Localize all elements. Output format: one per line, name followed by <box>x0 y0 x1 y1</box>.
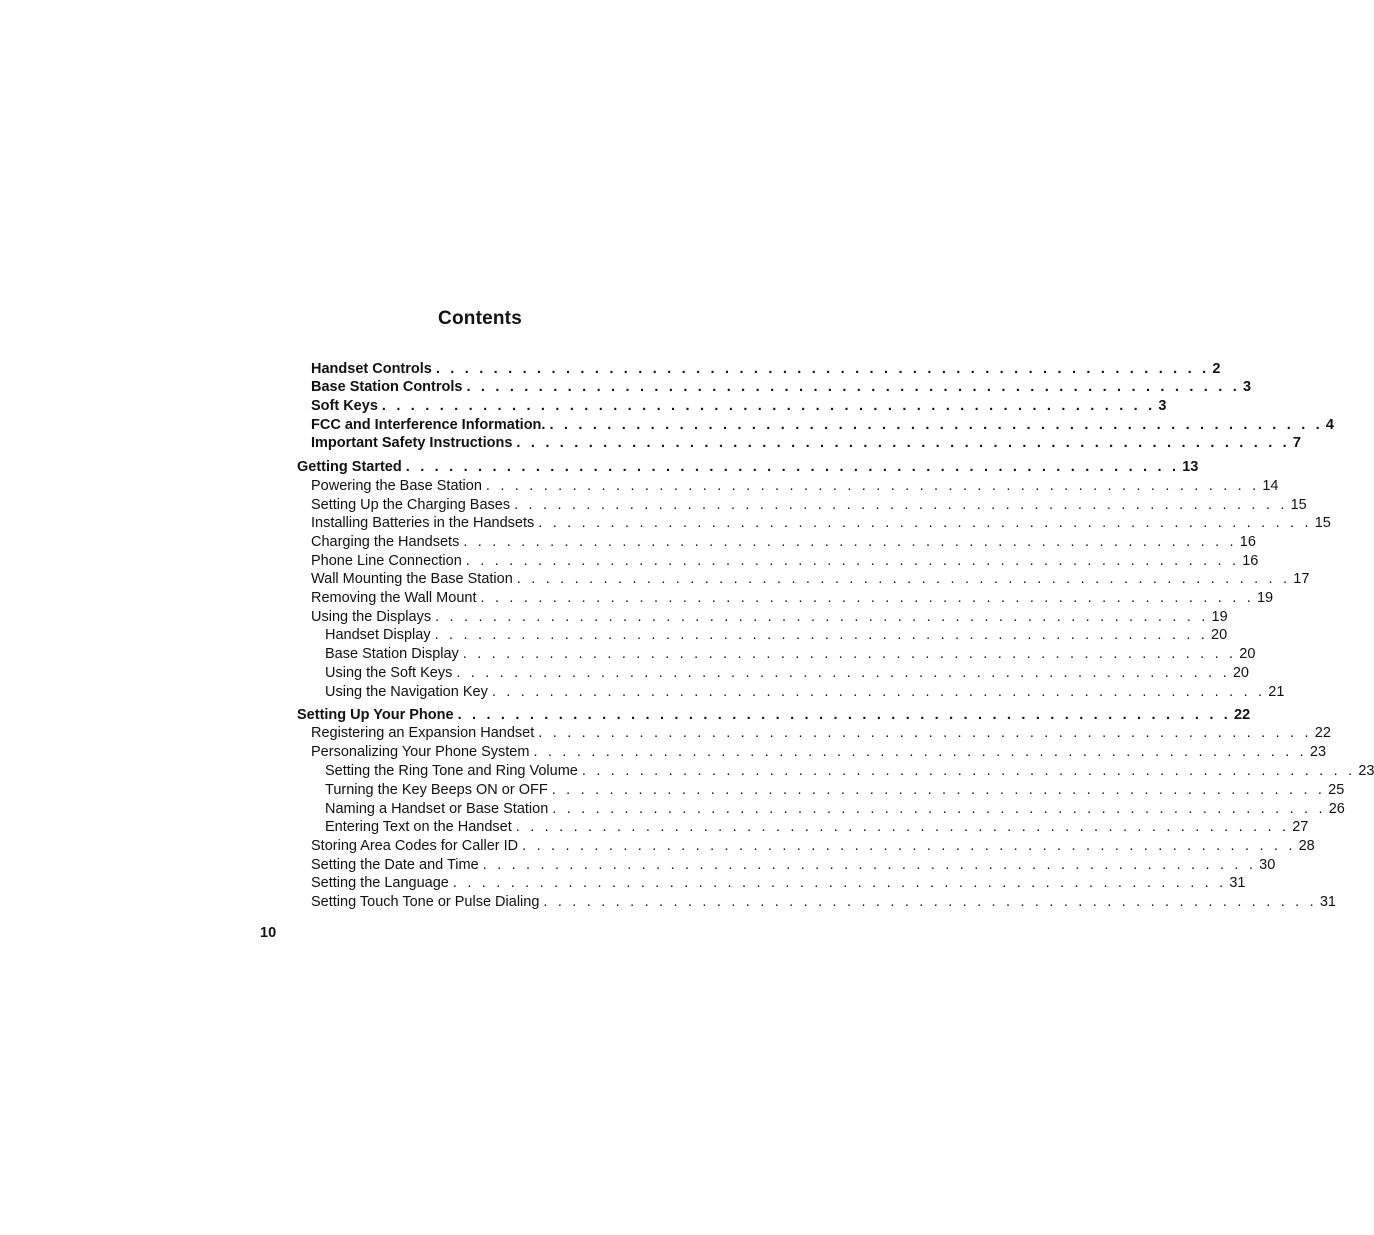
toc-dot-leader <box>516 434 1289 453</box>
toc-entry-page: 13 <box>1182 459 1199 475</box>
toc-entry-label: Setting Touch Tone or Pulse Dialing <box>311 894 540 910</box>
toc-entry-page: 3 <box>1242 379 1252 395</box>
toc-dot-leader <box>466 552 1239 571</box>
toc-entry-page: 19 <box>1211 609 1228 625</box>
toc-entry-label: FCC and Interference Information. <box>311 417 546 433</box>
toc-dot-leader-text: . . . . . . . . . . . . . . . . . . . . . . . . . . . . . . . . . . . . . . . . . . . . . . . . . . . . . . <box>514 497 1288 513</box>
toc-dot-leader <box>492 683 1265 702</box>
toc-entry-page: 28 <box>1298 838 1315 854</box>
toc-dot-leader <box>552 781 1325 800</box>
toc-dot-leader-text: . . . . . . . . . . . . . . . . . . . . . . . . . . . . . . . . . . . . . . . . . . . . . . . . . . . . . . <box>457 707 1232 723</box>
toc-dot-leader-text: . . . . . . . . . . . . . . . . . . . . . . . . . . . . . . . . . . . . . . . . . . . . . . . . . . . . . . <box>435 361 1210 377</box>
toc-entry <box>325 645 1256 664</box>
toc-dot-leader <box>516 818 1289 837</box>
toc-dot-leader-text: . . . . . . . . . . . . . . . . . . . . . . . . . . . . . . . . . . . . . . . . . . . . . . . . . . . . . . <box>516 571 1291 587</box>
toc-entry-page: 2 <box>1212 361 1221 377</box>
toc-dot-leader <box>456 664 1229 683</box>
toc-dot-leader <box>382 397 1155 416</box>
toc-entry <box>311 397 1167 416</box>
toc-dot-leader-text: . . . . . . . . . . . . . . . . . . . . . . . . . . . . . . . . . . . . . . . . . . . . . . . . . . . . . . <box>538 725 1312 741</box>
toc-entry <box>311 477 1279 496</box>
toc-entry-label: Setting the Ring Tone and Ring Volume <box>325 763 578 779</box>
toc-entry <box>311 893 1336 912</box>
toc-dot-leader-text: . . . . . . . . . . . . . . . . . . . . . . . . . . . . . . . . . . . . . . . . . . . . . . . . . . . . . . <box>466 379 1240 395</box>
toc-entry <box>325 800 1345 819</box>
toc-dot-leader-text: . . . . . . . . . . . . . . . . . . . . . . . . . . . . . . . . . . . . . . . . . . . . . . . . . . . . . . <box>463 534 1237 550</box>
toc-entry <box>311 874 1246 893</box>
toc-entry <box>297 706 1251 725</box>
toc-dot-leader <box>486 477 1259 496</box>
toc-entry-label: Getting Started <box>297 459 402 475</box>
toc-dot-leader <box>466 378 1239 397</box>
toc-entry-page: 31 <box>1229 875 1246 891</box>
toc-dot-leader-text: . . . . . . . . . . . . . . . . . . . . . . . . . . . . . . . . . . . . . . . . . . . . . . . . . . . . . . <box>452 875 1227 891</box>
toc-entry-label: Wall Mounting the Base Station <box>311 571 513 587</box>
toc-entry <box>325 818 1309 837</box>
toc-entry-label: Handset Controls <box>311 361 432 377</box>
page-title: Contents <box>438 308 522 329</box>
toc-entry <box>311 570 1310 589</box>
toc-entry-label: Personalizing Your Phone System <box>311 744 530 760</box>
toc-entry-label: Phone Line Connection <box>311 553 462 569</box>
toc-entry-label: Important Safety Instructions <box>311 435 513 451</box>
toc-dot-leader-text: . . . . . . . . . . . . . . . . . . . . . . . . . . . . . . . . . . . . . . . . . . . . . . . . . . . . . . <box>405 459 1180 475</box>
page-number: 10 <box>260 925 277 941</box>
toc-entry-page: 15 <box>1314 515 1331 531</box>
toc-dot-leader-text: . . . . . . . . . . . . . . . . . . . . . . . . . . . . . . . . . . . . . . . . . . . . . . . . . . . . . . <box>581 763 1356 779</box>
toc-entry-page: 3 <box>1158 398 1167 414</box>
toc-dot-leader-text: . . . . . . . . . . . . . . . . . . . . . . . . . . . . . . . . . . . . . . . . . . . . . . . . . . . . . . <box>435 609 1209 625</box>
toc-entry-page: 30 <box>1259 857 1276 873</box>
toc-entry <box>325 683 1285 702</box>
toc-entry-page: 22 <box>1234 707 1251 723</box>
toc-entry-label: Handset Display <box>325 627 431 643</box>
toc-entry-label: Setting the Date and Time <box>311 857 479 873</box>
toc-entry-label: Charging the Handsets <box>311 534 460 550</box>
toc-entry <box>311 496 1307 515</box>
toc-dot-leader <box>406 458 1179 477</box>
toc-entry <box>311 743 1327 762</box>
toc-entry-label: Using the Displays <box>311 609 432 625</box>
toc-entry <box>325 762 1374 781</box>
toc-dot-leader <box>552 800 1325 819</box>
toc-entry-page: 16 <box>1239 534 1256 550</box>
toc-dot-leader-text: . . . . . . . . . . . . . . . . . . . . . . . . . . . . . . . . . . . . . . . . . . . . . . . . . . . . . . <box>552 801 1326 817</box>
toc-dot-leader <box>533 743 1306 762</box>
toc-entry-page: 17 <box>1293 571 1310 587</box>
toc-dot-leader-text: . . . . . . . . . . . . . . . . . . . . . . . . . . . . . . . . . . . . . . . . . . . . . . . . . . . . . . <box>551 782 1326 798</box>
toc-entry-label: Turning the Key Beeps ON or OFF <box>325 782 548 798</box>
toc-dot-leader <box>458 706 1231 725</box>
toc-entry <box>311 856 1276 875</box>
toc-entry-page: 20 <box>1211 627 1228 643</box>
toc-dot-leader-text: . . . . . . . . . . . . . . . . . . . . . . . . . . . . . . . . . . . . . . . . . . . . . . . . . . . . . . <box>549 417 1323 433</box>
toc-dot-leader-text: . . . . . . . . . . . . . . . . . . . . . . . . . . . . . . . . . . . . . . . . . . . . . . . . . . . . . . <box>522 838 1296 854</box>
toc-entry-page: 20 <box>1239 646 1256 662</box>
toc-entry-page: 26 <box>1328 801 1345 817</box>
toc-entry <box>311 724 1331 743</box>
toc-entry-label: Installing Batteries in the Handsets <box>311 515 535 531</box>
toc-entry <box>311 416 1334 435</box>
toc-entry-label: Soft Keys <box>311 398 378 414</box>
toc-dot-leader <box>463 533 1236 552</box>
toc-dot-leader-text: . . . . . . . . . . . . . . . . . . . . . . . . . . . . . . . . . . . . . . . . . . . . . . . . . . . . . . <box>543 894 1317 910</box>
toc-entry-label: Setting Up Your Phone <box>297 707 454 723</box>
toc-dot-leader <box>517 570 1290 589</box>
toc-dot-leader-text: . . . . . . . . . . . . . . . . . . . . . . . . . . . . . . . . . . . . . . . . . . . . . . . . . . . . . . <box>533 744 1307 760</box>
toc-entry <box>311 378 1252 397</box>
toc-entry-page: 7 <box>1292 435 1301 451</box>
toc-entry-label: Storing Area Codes for Caller ID <box>311 838 519 854</box>
toc-dot-leader <box>522 837 1295 856</box>
toc-dot-leader-text: . . . . . . . . . . . . . . . . . . . . . . . . . . . . . . . . . . . . . . . . . . . . . . . . . . . . . . <box>462 646 1237 662</box>
toc-entry-page: 25 <box>1328 782 1345 798</box>
toc-dot-leader-text: . . . . . . . . . . . . . . . . . . . . . . . . . . . . . . . . . . . . . . . . . . . . . . . . . . . . . . <box>465 553 1240 569</box>
toc-entry <box>311 360 1221 379</box>
toc-entry-label: Base Station Display <box>325 646 459 662</box>
toc-dot-leader <box>463 645 1236 664</box>
toc-entry-label: Using the Soft Keys <box>325 665 453 681</box>
toc-dot-leader <box>549 416 1322 435</box>
toc-entry <box>325 626 1228 645</box>
toc-entry-label: Naming a Handset or Base Station <box>325 801 549 817</box>
toc-entry-page: 27 <box>1292 819 1309 835</box>
toc-dot-leader-text: . . . . . . . . . . . . . . . . . . . . . . . . . . . . . . . . . . . . . . . . . . . . . . . . . . . . . . <box>538 515 1312 531</box>
toc-dot-leader <box>514 496 1287 515</box>
toc-entry <box>325 664 1249 683</box>
toc-entry <box>325 781 1345 800</box>
toc-entry-label: Registering an Expansion Handset <box>311 725 535 741</box>
toc-dot-leader-text: . . . . . . . . . . . . . . . . . . . . . . . . . . . . . . . . . . . . . . . . . . . . . . . . . . . . . . <box>515 819 1290 835</box>
toc-entry-label: Base Station Controls <box>311 379 463 395</box>
toc-entry-page: 20 <box>1232 665 1249 681</box>
toc-dot-leader-text: . . . . . . . . . . . . . . . . . . . . . . . . . . . . . . . . . . . . . . . . . . . . . . . . . . . . . . <box>381 398 1156 414</box>
toc-dot-leader-text: . . . . . . . . . . . . . . . . . . . . . . . . . . . . . . . . . . . . . . . . . . . . . . . . . . . . . . <box>491 684 1266 700</box>
toc-dot-leader <box>435 608 1208 627</box>
toc-dot-leader-text: . . . . . . . . . . . . . . . . . . . . . . . . . . . . . . . . . . . . . . . . . . . . . . . . . . . . . . <box>516 435 1290 451</box>
toc-dot-leader <box>436 360 1209 379</box>
toc-dot-leader <box>483 856 1256 875</box>
toc-dot-leader <box>480 589 1253 608</box>
toc-entry-label: Setting the Language <box>311 875 449 891</box>
toc-entry-label: Removing the Wall Mount <box>311 590 477 606</box>
toc-dot-leader <box>538 724 1311 743</box>
toc-dot-leader <box>582 762 1355 781</box>
toc-entry <box>311 514 1331 533</box>
toc-entry-page: 21 <box>1268 684 1285 700</box>
toc-entry-label: Entering Text on the Handset <box>325 819 512 835</box>
toc-entry-page: 22 <box>1314 725 1331 741</box>
toc-dot-leader-text: . . . . . . . . . . . . . . . . . . . . . . . . . . . . . . . . . . . . . . . . . . . . . . . . . . . . . . <box>456 665 1230 681</box>
toc-dot-leader <box>538 514 1311 533</box>
toc-dot-leader <box>453 874 1226 893</box>
toc-entry-page: 4 <box>1325 417 1334 433</box>
toc-entry-label: Powering the Base Station <box>311 478 482 494</box>
toc-entry-page: 23 <box>1358 763 1374 779</box>
toc-entry <box>311 533 1256 552</box>
toc-entry <box>311 552 1259 571</box>
toc-entry <box>311 837 1315 856</box>
toc-dot-leader-text: . . . . . . . . . . . . . . . . . . . . . . . . . . . . . . . . . . . . . . . . . . . . . . . . . . . . . . <box>485 478 1260 494</box>
toc-dot-leader <box>543 893 1316 912</box>
toc-dot-leader <box>435 626 1208 645</box>
toc-dot-leader-text: . . . . . . . . . . . . . . . . . . . . . . . . . . . . . . . . . . . . . . . . . . . . . . . . . . . . . . <box>434 627 1209 643</box>
toc-dot-leader-text: . . . . . . . . . . . . . . . . . . . . . . . . . . . . . . . . . . . . . . . . . . . . . . . . . . . . . . <box>480 590 1254 606</box>
toc-entry <box>297 458 1199 477</box>
toc-entry <box>311 589 1274 608</box>
toc-dot-leader-text: . . . . . . . . . . . . . . . . . . . . . . . . . . . . . . . . . . . . . . . . . . . . . . . . . . . . . . <box>482 857 1257 873</box>
toc-entry-label: Using the Navigation Key <box>325 684 488 700</box>
toc-entry-page: 31 <box>1319 894 1336 910</box>
toc-entry <box>311 608 1228 627</box>
toc-entry-page: 14 <box>1262 478 1279 494</box>
toc-entry <box>311 434 1301 453</box>
toc-entry-page: 23 <box>1309 744 1327 760</box>
toc-entry-label: Setting Up the Charging Bases <box>311 497 511 513</box>
toc-entry-page: 16 <box>1242 553 1259 569</box>
toc-entry-page: 19 <box>1256 590 1274 606</box>
toc-entry-page: 15 <box>1290 497 1307 513</box>
